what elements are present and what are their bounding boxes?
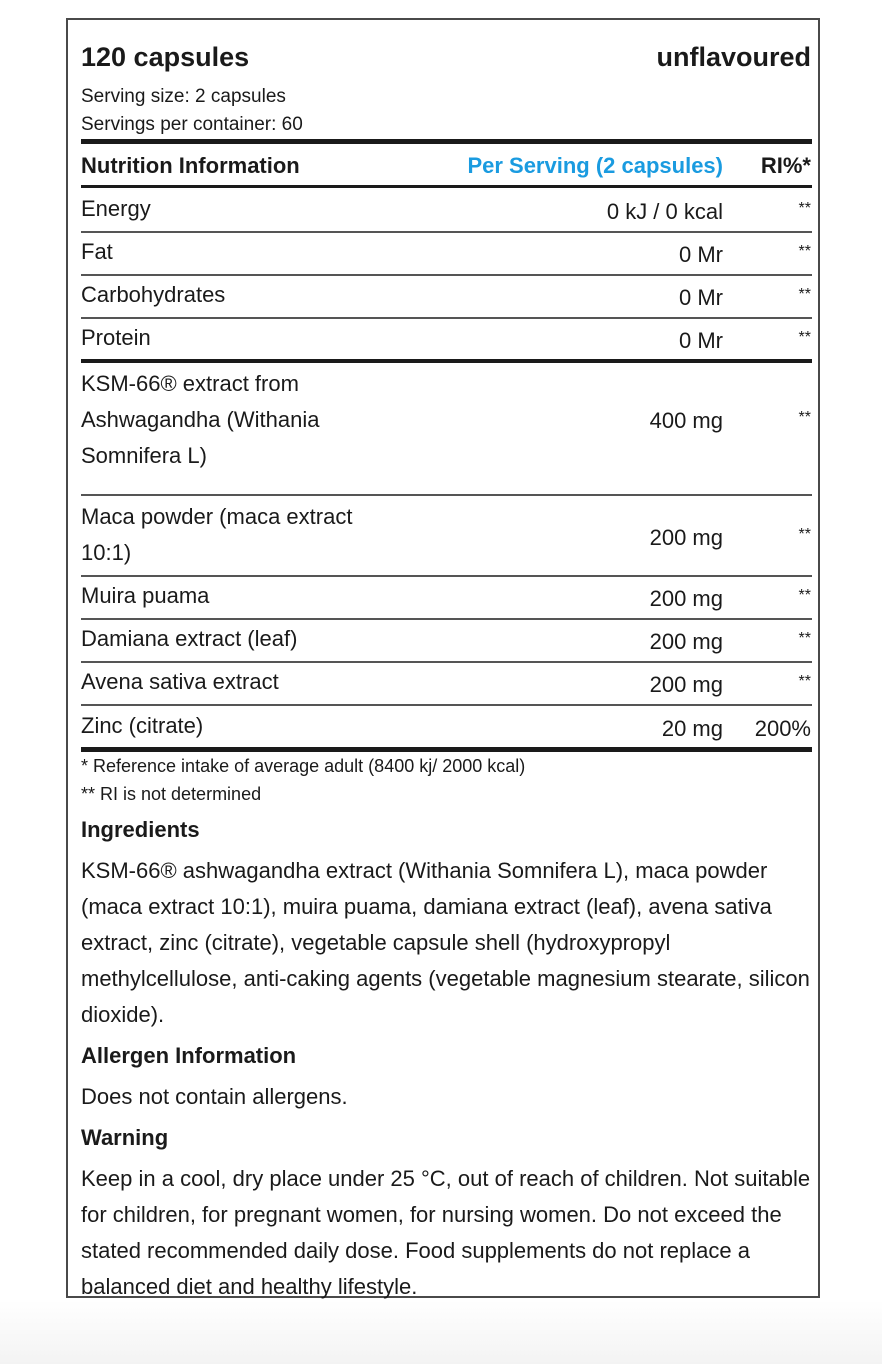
table-row xyxy=(81,496,811,575)
table-row xyxy=(81,663,811,704)
ingredient-name: Maca powder (maca extract 10:1) xyxy=(81,504,353,565)
nutrient-name: Energy xyxy=(81,196,151,221)
warning-heading: Warning xyxy=(81,1125,169,1150)
ingredient-amount: 400 mg xyxy=(649,408,723,433)
ingredient-name: Damiana extract (leaf) xyxy=(81,626,298,651)
ingredient-amount: 20 mg xyxy=(661,716,723,741)
table-row xyxy=(81,363,811,477)
ingredient-ri: ** xyxy=(798,409,811,426)
table-row xyxy=(81,706,811,747)
page-bottom-fade xyxy=(0,1300,882,1364)
nutrient-ri: ** xyxy=(798,243,811,260)
table-row xyxy=(81,577,811,618)
nutrient-amount: 0 Mr xyxy=(679,242,723,267)
ingredient-amount: 200 mg xyxy=(649,672,723,697)
nutrient-name: Fat xyxy=(81,239,113,264)
ingredient-ri: ** xyxy=(798,526,811,543)
table-row xyxy=(81,188,811,231)
label-header xyxy=(81,42,811,76)
ingredient-name: Avena sativa extract xyxy=(81,669,279,694)
nutrient-name: Protein xyxy=(81,325,151,350)
capsule-count: 120 capsules xyxy=(81,42,250,72)
table-row xyxy=(81,319,811,360)
nutrient-amount: 0 Mr xyxy=(679,328,723,353)
table-row xyxy=(81,276,811,317)
ingredient-name: KSM-66® extract from Ashwagandha (Withania Somnifera L) xyxy=(81,371,320,468)
allergen-text: Does not contain allergens. xyxy=(81,1084,348,1109)
ingredient-ri: ** xyxy=(798,587,811,604)
column-header-per-serving: Per Serving (2 capsules) xyxy=(467,153,723,178)
table-row xyxy=(81,233,811,274)
column-header-ri: RI%* xyxy=(760,153,811,178)
ingredients-heading: Ingredients xyxy=(81,817,200,842)
ingredient-name: Zinc (citrate) xyxy=(81,713,204,738)
nutrient-amount: 0 Mr xyxy=(679,285,723,310)
column-header-nutrition: Nutrition Information xyxy=(81,153,300,178)
nutrient-name: Carbohydrates xyxy=(81,282,226,307)
serving-size: Serving size: 2 capsules xyxy=(81,86,286,107)
nutrient-ri: ** xyxy=(798,200,811,217)
warning-text: Keep in a cool, dry place under 25 °C, out of reach of children. Not suitable for children, for pregnant women, for nursing women. Do not exceed the stated recommended daily dose. Food supplements do not replace a balanced diet and healthy lifestyle. xyxy=(81,1166,811,1299)
ingredient-amount: 200 mg xyxy=(649,586,723,611)
thick-divider xyxy=(81,139,812,144)
nutrition-label xyxy=(66,18,820,1298)
ingredient-ri: 200% xyxy=(754,716,811,741)
nutrient-amount: 0 kJ / 0 kcal xyxy=(606,199,723,224)
nutrient-ri: ** xyxy=(798,329,811,346)
ingredient-ri: ** xyxy=(798,630,811,647)
ingredient-amount: 200 mg xyxy=(649,525,723,550)
ingredient-name: Muira puama xyxy=(81,583,210,608)
ingredients-text: KSM-66® ashwagandha extract (Withania Somnifera L), maca powder (maca extract 10:1), muira puama, damiana extract (leaf), avena sativa extract, zinc (citrate), vegetable capsule shell (hydroxypropyl methylcellulose, anti-caking agents (vegetable magnesium stearate, silicon dioxide). xyxy=(81,858,810,1027)
nutrient-ri: ** xyxy=(798,286,811,303)
ingredient-ri: ** xyxy=(798,673,811,690)
ingredient-amount: 200 mg xyxy=(649,629,723,654)
servings-per-container: Servings per container: 60 xyxy=(81,114,303,135)
ri-not-determined-note: ** RI is not determined xyxy=(81,784,262,804)
table-bottom-divider xyxy=(81,747,812,752)
allergen-heading: Allergen Information xyxy=(81,1043,297,1068)
flavour: unflavoured xyxy=(656,42,811,72)
reference-intake-note: * Reference intake of average adult (8400 kj/ 2000 kcal) xyxy=(81,756,526,776)
table-row xyxy=(81,620,811,661)
